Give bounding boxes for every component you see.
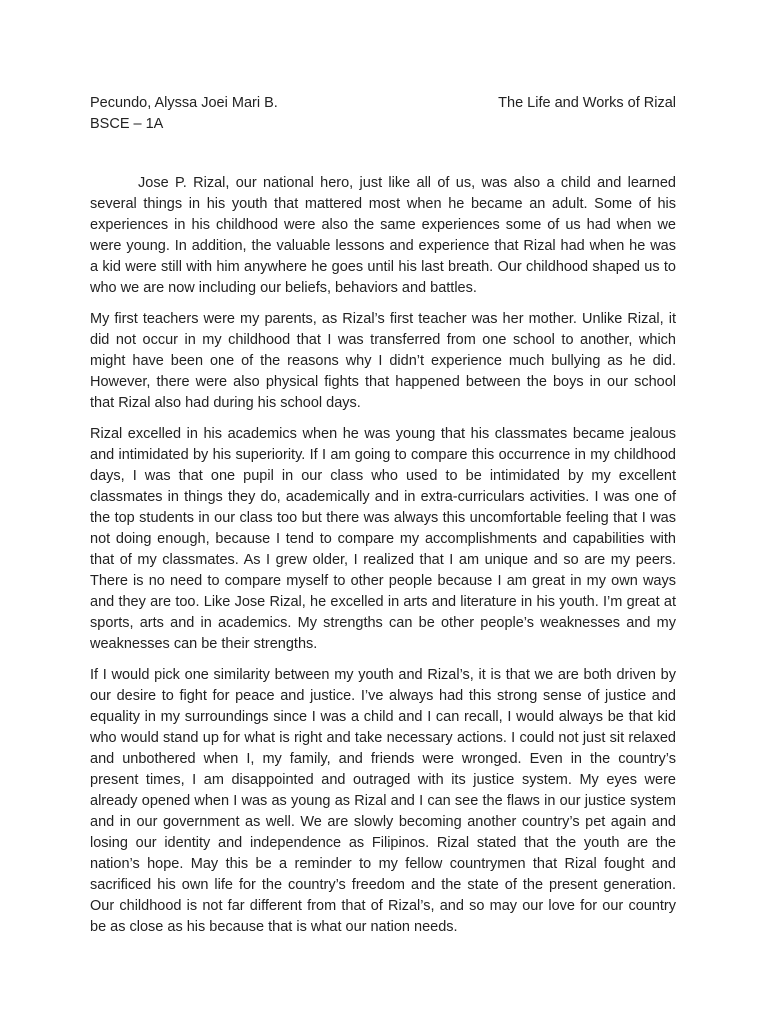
header-row (90, 93, 676, 114)
document-page (90, 93, 676, 948)
paragraph-1: Jose P. Rizal, our national hero, just like all of us, was also a child and learned several things in his youth that mattered most when he became an adult. Some of his experiences in his childhood were also the same experiences some of us had when we were young. In addition, the valuable lessons and experience that Rizal had when he was a kid were still with him anywhere he goes until his last breath. Our childhood shaped us to who we are now including our beliefs, behaviors and battles. (90, 175, 676, 296)
document-title: The Life and Works of Rizal (498, 95, 676, 111)
essay-body (90, 173, 676, 938)
course-section: BSCE – 1A (90, 116, 164, 132)
paragraph-2: My first teachers were my parents, as Rizal’s first teacher was her mother. Unlike Rizal, it did not occur in my childhood that I was transferred from one school to another, which might have been one of the reasons why I didn’t experience much bullying as he did. However, there were also physical fights that happened between the boys in our school that Rizal also had during his school days. (90, 311, 676, 411)
author-name: Pecundo, Alyssa Joei Mari B. (90, 95, 278, 111)
paragraph-3: Rizal excelled in his academics when he was young that his classmates became jealous and intimidated by his superiority. If I am going to compare this occurrence in my childhood days, I was that one pupil in our class who used to be intimidated by my excellent classmates in things they do, academically and in extra-curriculars activities. I was one of the top students in our class too but there was always this uncomfortable feeling that I was not doing enough, because I tend to compare my accomplishments and capabilities with that of my classmates. As I grew older, I realized that I am unique and so are my peers. There is no need to compare myself to other people because I am great in my own ways and they are too. Like Jose Rizal, he excelled in arts and literature in his youth. I’m great at sports, arts and in academics. My strengths can be other people’s weaknesses and my weaknesses can be their strengths. (90, 426, 676, 652)
paragraph-4: If I would pick one similarity between my youth and Rizal’s, it is that we are both driven by our desire to fight for peace and justice. I’ve always had this strong sense of justice and equality in my surroundings since I was a child and I can recall, I would always be that kid who would stand up for what is right and take necessary actions. I could not just sit relaxed and unbothered when I, my family, and friends were wronged. Even in the country’s present times, I am disappointed and outraged with its justice system. My eyes were already opened when I was as young as Rizal and I can see the flaws in our justice system and in our government as well. We are slowly becoming another country’s pet again and losing our identity and independence as Filipinos. Rizal stated that the youth are the nation’s hope. May this be a reminder to my fellow countrymen that Rizal fought and sacrificed his own life for the country’s freedom and the state of the present generation. Our childhood is not far different from that of Rizal’s, and so may our love for our country be as close as his because that is what our nation needs. (90, 667, 676, 935)
